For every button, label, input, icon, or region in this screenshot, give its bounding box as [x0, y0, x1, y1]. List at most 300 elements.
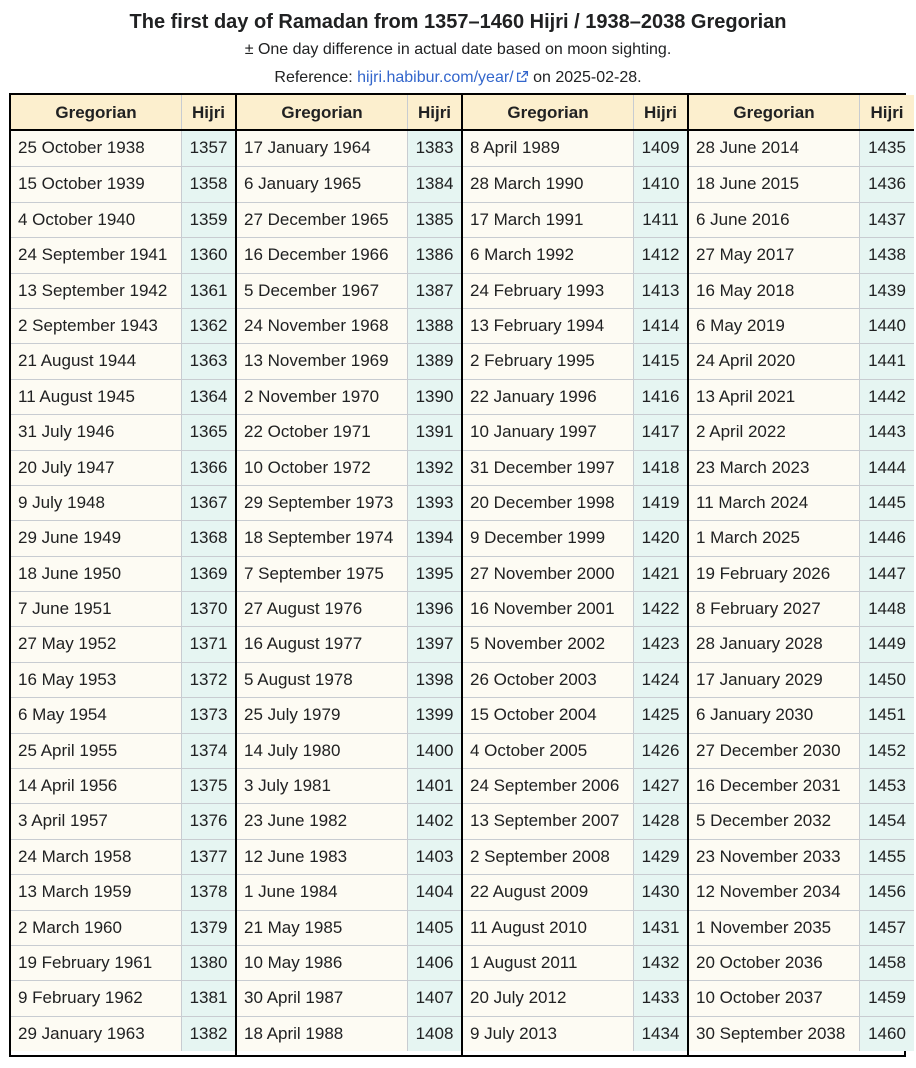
gregorian-date-cell: 8 April 1989 — [463, 131, 633, 166]
table-row — [689, 520, 914, 555]
hijri-year-cell: 1448 — [859, 592, 914, 626]
table-row — [689, 980, 914, 1015]
gregorian-date-cell: 14 July 1980 — [237, 734, 407, 768]
gregorian-date-cell: 13 March 1959 — [11, 875, 181, 909]
gregorian-date-cell: 16 November 2001 — [463, 592, 633, 626]
hijri-year-cell: 1389 — [407, 344, 461, 378]
hijri-year-cell: 1408 — [407, 1017, 461, 1051]
table-row — [689, 202, 914, 237]
reference-link[interactable] — [357, 69, 529, 86]
gregorian-date-cell: 9 July 1948 — [11, 486, 181, 520]
hijri-year-cell: 1371 — [181, 627, 235, 661]
hijri-year-cell: 1456 — [859, 875, 914, 909]
hijri-year-cell: 1388 — [407, 309, 461, 343]
gregorian-date-cell: 22 January 1996 — [463, 380, 633, 414]
gregorian-date-cell: 16 May 2018 — [689, 274, 859, 308]
gregorian-date-cell: 6 May 2019 — [689, 309, 859, 343]
gregorian-date-cell: 4 October 2005 — [463, 734, 633, 768]
table-row — [689, 839, 914, 874]
table-block — [461, 95, 687, 1055]
hijri-year-cell: 1420 — [633, 521, 687, 555]
hijri-year-cell: 1424 — [633, 663, 687, 697]
hijri-year-cell: 1439 — [859, 274, 914, 308]
hijri-year-cell: 1428 — [633, 804, 687, 838]
table-row — [11, 626, 235, 661]
table-row — [11, 485, 235, 520]
table-row — [237, 414, 461, 449]
hijri-year-cell: 1413 — [633, 274, 687, 308]
gregorian-date-cell: 31 December 1997 — [463, 451, 633, 485]
page-title: The first day of Ramadan from 1357–1460 Hijri / 1938–2038 Gregorian — [129, 11, 787, 33]
table-row — [11, 945, 235, 980]
hijri-year-cell: 1419 — [633, 486, 687, 520]
gregorian-date-cell: 30 September 2038 — [689, 1017, 859, 1051]
gregorian-date-cell: 13 September 2007 — [463, 804, 633, 838]
table-row — [463, 485, 687, 520]
hijri-year-cell: 1383 — [407, 131, 461, 166]
table-row — [463, 308, 687, 343]
table-row — [689, 379, 914, 414]
table-row — [237, 980, 461, 1015]
hijri-year-cell: 1395 — [407, 557, 461, 591]
hijri-year-cell: 1397 — [407, 627, 461, 661]
table-row — [463, 626, 687, 661]
table-row — [11, 1016, 235, 1051]
hijri-year-cell: 1386 — [407, 238, 461, 272]
gregorian-date-cell: 26 October 2003 — [463, 663, 633, 697]
table-row — [237, 450, 461, 485]
hijri-year-cell: 1377 — [181, 840, 235, 874]
gregorian-date-cell: 23 June 1982 — [237, 804, 407, 838]
table-row — [689, 450, 914, 485]
table-row — [237, 1016, 461, 1051]
hijri-year-cell: 1447 — [859, 557, 914, 591]
hijri-year-cell: 1431 — [633, 911, 687, 945]
hijri-year-cell: 1387 — [407, 274, 461, 308]
hijri-year-cell: 1429 — [633, 840, 687, 874]
hijri-year-cell: 1398 — [407, 663, 461, 697]
table-row — [237, 733, 461, 768]
gregorian-date-cell: 23 November 2033 — [689, 840, 859, 874]
gregorian-date-cell: 1 November 2035 — [689, 911, 859, 945]
gregorian-date-cell: 24 November 1968 — [237, 309, 407, 343]
gregorian-date-cell: 16 May 1953 — [11, 663, 181, 697]
reference-line — [0, 68, 916, 88]
gregorian-date-cell: 7 September 1975 — [237, 557, 407, 591]
hijri-year-cell: 1443 — [859, 415, 914, 449]
gregorian-date-cell: 8 February 2027 — [689, 592, 859, 626]
table-row — [11, 910, 235, 945]
hijri-year-cell: 1376 — [181, 804, 235, 838]
hijri-year-cell: 1416 — [633, 380, 687, 414]
gregorian-date-cell: 16 December 2031 — [689, 769, 859, 803]
hijri-year-cell: 1421 — [633, 557, 687, 591]
gregorian-date-cell: 17 January 2029 — [689, 663, 859, 697]
hijri-year-cell: 1455 — [859, 840, 914, 874]
gregorian-date-cell: 24 September 2006 — [463, 769, 633, 803]
table-row — [237, 697, 461, 732]
hijri-year-cell: 1384 — [407, 167, 461, 201]
table-row — [11, 379, 235, 414]
hijri-year-cell: 1409 — [633, 131, 687, 166]
hijri-year-cell: 1450 — [859, 663, 914, 697]
gregorian-date-cell: 29 January 1963 — [11, 1017, 181, 1051]
table-row — [237, 308, 461, 343]
gregorian-date-cell: 10 January 1997 — [463, 415, 633, 449]
external-link-icon — [516, 70, 529, 83]
table-row — [463, 166, 687, 201]
hijri-year-cell: 1372 — [181, 663, 235, 697]
subtitle: ± One day difference in actual date based on moon sighting. — [244, 41, 672, 58]
hijri-year-cell: 1361 — [181, 274, 235, 308]
hijri-year-cell: 1358 — [181, 167, 235, 201]
gregorian-date-cell: 17 January 1964 — [237, 131, 407, 166]
hijri-year-cell: 1457 — [859, 911, 914, 945]
table-row — [689, 1016, 914, 1051]
hijri-year-cell: 1405 — [407, 911, 461, 945]
table-row — [237, 131, 461, 166]
hijri-year-cell: 1430 — [633, 875, 687, 909]
gregorian-date-cell: 14 April 1956 — [11, 769, 181, 803]
hijri-year-cell: 1417 — [633, 415, 687, 449]
table-row — [463, 803, 687, 838]
table-row — [463, 273, 687, 308]
reference-suffix: on 2025-02-28. — [528, 69, 642, 86]
gregorian-date-cell: 27 November 2000 — [463, 557, 633, 591]
hijri-year-cell: 1451 — [859, 698, 914, 732]
table-row — [689, 485, 914, 520]
hijri-year-cell: 1425 — [633, 698, 687, 732]
gregorian-date-cell: 25 July 1979 — [237, 698, 407, 732]
gregorian-date-cell: 9 December 1999 — [463, 521, 633, 555]
gregorian-date-cell: 25 April 1955 — [11, 734, 181, 768]
gregorian-date-cell: 4 October 1940 — [11, 203, 181, 237]
gregorian-date-cell: 6 January 2030 — [689, 698, 859, 732]
table-row — [463, 945, 687, 980]
gregorian-date-cell: 15 October 1939 — [11, 167, 181, 201]
table-row — [689, 308, 914, 343]
hijri-year-cell: 1426 — [633, 734, 687, 768]
gregorian-date-cell: 18 June 2015 — [689, 167, 859, 201]
table-row — [689, 273, 914, 308]
table-row — [237, 910, 461, 945]
table-row — [463, 556, 687, 591]
hijri-year-cell: 1449 — [859, 627, 914, 661]
gregorian-date-cell: 5 November 2002 — [463, 627, 633, 661]
table-row — [237, 803, 461, 838]
gregorian-date-cell: 29 June 1949 — [11, 521, 181, 555]
table-row — [463, 450, 687, 485]
hijri-year-cell: 1436 — [859, 167, 914, 201]
table-row — [11, 202, 235, 237]
gregorian-date-cell: 3 July 1981 — [237, 769, 407, 803]
ramadan-table — [9, 93, 906, 1057]
gregorian-date-cell: 11 March 2024 — [689, 486, 859, 520]
hijri-year-cell: 1407 — [407, 981, 461, 1015]
gregorian-date-cell: 3 April 1957 — [11, 804, 181, 838]
gregorian-date-cell: 2 March 1960 — [11, 911, 181, 945]
gregorian-date-cell: 16 December 1966 — [237, 238, 407, 272]
hijri-year-cell: 1444 — [859, 451, 914, 485]
table-row — [689, 662, 914, 697]
hijri-year-cell: 1375 — [181, 769, 235, 803]
gregorian-date-cell: 27 December 1965 — [237, 203, 407, 237]
header-hijri: Hijri — [407, 95, 461, 129]
gregorian-date-cell: 31 July 1946 — [11, 415, 181, 449]
hijri-year-cell: 1362 — [181, 309, 235, 343]
hijri-year-cell: 1401 — [407, 769, 461, 803]
table-row — [463, 980, 687, 1015]
table-row — [463, 697, 687, 732]
table-row — [11, 591, 235, 626]
hijri-year-cell: 1458 — [859, 946, 914, 980]
hijri-year-cell: 1381 — [181, 981, 235, 1015]
hijri-year-cell: 1360 — [181, 238, 235, 272]
hijri-year-cell: 1365 — [181, 415, 235, 449]
gregorian-date-cell: 15 October 2004 — [463, 698, 633, 732]
gregorian-date-cell: 6 May 1954 — [11, 698, 181, 732]
table-row — [463, 874, 687, 909]
table-row — [689, 343, 914, 378]
gregorian-date-cell: 18 June 1950 — [11, 557, 181, 591]
table-row — [463, 237, 687, 272]
gregorian-date-cell: 19 February 2026 — [689, 557, 859, 591]
table-row — [11, 803, 235, 838]
table-row — [237, 768, 461, 803]
gregorian-date-cell: 18 April 1988 — [237, 1017, 407, 1051]
gregorian-date-cell: 2 February 1995 — [463, 344, 633, 378]
table-row — [689, 591, 914, 626]
hijri-year-cell: 1364 — [181, 380, 235, 414]
table-row — [11, 450, 235, 485]
gregorian-date-cell: 21 August 1944 — [11, 344, 181, 378]
hijri-year-cell: 1403 — [407, 840, 461, 874]
hijri-year-cell: 1445 — [859, 486, 914, 520]
header-gregorian: Gregorian — [463, 95, 633, 129]
table-row — [463, 662, 687, 697]
hijri-year-cell: 1391 — [407, 415, 461, 449]
table-row — [689, 945, 914, 980]
gregorian-date-cell: 2 April 2022 — [689, 415, 859, 449]
hijri-year-cell: 1396 — [407, 592, 461, 626]
table-row — [237, 520, 461, 555]
gregorian-date-cell: 13 April 2021 — [689, 380, 859, 414]
hijri-year-cell: 1459 — [859, 981, 914, 1015]
header-hijri: Hijri — [181, 95, 235, 129]
table-row — [237, 839, 461, 874]
table-block — [687, 95, 914, 1055]
table-row — [463, 520, 687, 555]
header-gregorian: Gregorian — [237, 95, 407, 129]
hijri-year-cell: 1379 — [181, 911, 235, 945]
table-row — [11, 414, 235, 449]
header-gregorian: Gregorian — [689, 95, 859, 129]
gregorian-date-cell: 28 June 2014 — [689, 131, 859, 166]
gregorian-date-cell: 1 June 1984 — [237, 875, 407, 909]
gregorian-date-cell: 27 December 2030 — [689, 734, 859, 768]
hijri-year-cell: 1366 — [181, 451, 235, 485]
table-row — [11, 308, 235, 343]
table-row — [11, 733, 235, 768]
hijri-year-cell: 1390 — [407, 380, 461, 414]
table-row — [11, 520, 235, 555]
gregorian-date-cell: 10 October 1972 — [237, 451, 407, 485]
hijri-year-cell: 1385 — [407, 203, 461, 237]
hijri-year-cell: 1411 — [633, 203, 687, 237]
hijri-year-cell: 1460 — [859, 1017, 914, 1051]
gregorian-date-cell: 18 September 1974 — [237, 521, 407, 555]
gregorian-date-cell: 5 December 2032 — [689, 804, 859, 838]
hijri-year-cell: 1442 — [859, 380, 914, 414]
hijri-year-cell: 1370 — [181, 592, 235, 626]
table-header-row — [237, 95, 461, 131]
hijri-year-cell: 1410 — [633, 167, 687, 201]
hijri-year-cell: 1374 — [181, 734, 235, 768]
gregorian-date-cell: 7 June 1951 — [11, 592, 181, 626]
table-row — [11, 556, 235, 591]
table-row — [463, 910, 687, 945]
hijri-year-cell: 1427 — [633, 769, 687, 803]
hijri-year-cell: 1406 — [407, 946, 461, 980]
table-row — [237, 166, 461, 201]
table-row — [11, 768, 235, 803]
hijri-year-cell: 1393 — [407, 486, 461, 520]
gregorian-date-cell: 24 February 1993 — [463, 274, 633, 308]
hijri-year-cell: 1435 — [859, 131, 914, 166]
table-row — [689, 697, 914, 732]
table-row — [463, 202, 687, 237]
gregorian-date-cell: 27 May 2017 — [689, 238, 859, 272]
hijri-year-cell: 1357 — [181, 131, 235, 166]
gregorian-date-cell: 5 August 1978 — [237, 663, 407, 697]
gregorian-date-cell: 21 May 1985 — [237, 911, 407, 945]
gregorian-date-cell: 17 March 1991 — [463, 203, 633, 237]
table-row — [463, 839, 687, 874]
gregorian-date-cell: 11 August 1945 — [11, 380, 181, 414]
table-row — [689, 237, 914, 272]
hijri-year-cell: 1415 — [633, 344, 687, 378]
gregorian-date-cell: 2 September 1943 — [11, 309, 181, 343]
gregorian-date-cell: 6 March 1992 — [463, 238, 633, 272]
table-row — [689, 733, 914, 768]
gregorian-date-cell: 29 September 1973 — [237, 486, 407, 520]
table-row — [11, 131, 235, 166]
hijri-year-cell: 1373 — [181, 698, 235, 732]
hijri-year-cell: 1433 — [633, 981, 687, 1015]
gregorian-date-cell: 12 November 2034 — [689, 875, 859, 909]
reference-link-text: hijri.habibur.com/year/ — [357, 69, 514, 86]
hijri-year-cell: 1394 — [407, 521, 461, 555]
hijri-year-cell: 1402 — [407, 804, 461, 838]
table-row — [237, 874, 461, 909]
hijri-year-cell: 1359 — [181, 203, 235, 237]
table-row — [689, 556, 914, 591]
gregorian-date-cell: 1 August 2011 — [463, 946, 633, 980]
header-gregorian: Gregorian — [11, 95, 181, 129]
table-row — [463, 131, 687, 166]
gregorian-date-cell: 23 March 2023 — [689, 451, 859, 485]
hijri-year-cell: 1454 — [859, 804, 914, 838]
hijri-year-cell: 1432 — [633, 946, 687, 980]
hijri-year-cell: 1369 — [181, 557, 235, 591]
gregorian-date-cell: 20 October 2036 — [689, 946, 859, 980]
table-row — [237, 202, 461, 237]
table-row — [237, 485, 461, 520]
gregorian-date-cell: 19 February 1961 — [11, 946, 181, 980]
table-row — [11, 166, 235, 201]
table-row — [237, 591, 461, 626]
hijri-year-cell: 1440 — [859, 309, 914, 343]
gregorian-date-cell: 1 March 2025 — [689, 521, 859, 555]
table-header-row — [689, 95, 914, 131]
hijri-year-cell: 1418 — [633, 451, 687, 485]
table-header-row — [11, 95, 235, 131]
gregorian-date-cell: 6 January 1965 — [237, 167, 407, 201]
gregorian-date-cell: 28 January 2028 — [689, 627, 859, 661]
hijri-year-cell: 1380 — [181, 946, 235, 980]
gregorian-date-cell: 11 August 2010 — [463, 911, 633, 945]
table-row — [237, 379, 461, 414]
hijri-year-cell: 1367 — [181, 486, 235, 520]
table-row — [689, 626, 914, 661]
table-row — [463, 343, 687, 378]
table-row — [11, 343, 235, 378]
gregorian-date-cell: 27 August 1976 — [237, 592, 407, 626]
table-row — [11, 662, 235, 697]
gregorian-date-cell: 27 May 1952 — [11, 627, 181, 661]
table-row — [237, 556, 461, 591]
table-row — [463, 379, 687, 414]
hijri-year-cell: 1414 — [633, 309, 687, 343]
gregorian-date-cell: 6 June 2016 — [689, 203, 859, 237]
hijri-year-cell: 1441 — [859, 344, 914, 378]
hijri-year-cell: 1453 — [859, 769, 914, 803]
table-row — [11, 273, 235, 308]
gregorian-date-cell: 13 September 1942 — [11, 274, 181, 308]
hijri-year-cell: 1437 — [859, 203, 914, 237]
gregorian-date-cell: 20 July 1947 — [11, 451, 181, 485]
hijri-year-cell: 1446 — [859, 521, 914, 555]
hijri-year-cell: 1382 — [181, 1017, 235, 1051]
hijri-year-cell: 1423 — [633, 627, 687, 661]
hijri-year-cell: 1412 — [633, 238, 687, 272]
gregorian-date-cell: 9 February 1962 — [11, 981, 181, 1015]
hijri-year-cell: 1392 — [407, 451, 461, 485]
table-row — [11, 237, 235, 272]
table-row — [11, 697, 235, 732]
gregorian-date-cell: 16 August 1977 — [237, 627, 407, 661]
table-header-row — [463, 95, 687, 131]
gregorian-date-cell: 13 November 1969 — [237, 344, 407, 378]
hijri-year-cell: 1404 — [407, 875, 461, 909]
table-row — [463, 1016, 687, 1051]
table-row — [11, 874, 235, 909]
gregorian-date-cell: 10 October 2037 — [689, 981, 859, 1015]
gregorian-date-cell: 5 December 1967 — [237, 274, 407, 308]
hijri-year-cell: 1399 — [407, 698, 461, 732]
table-row — [689, 910, 914, 945]
hijri-year-cell: 1363 — [181, 344, 235, 378]
table-row — [11, 980, 235, 1015]
table-block — [11, 95, 235, 1055]
gregorian-date-cell: 12 June 1983 — [237, 840, 407, 874]
gregorian-date-cell: 10 May 1986 — [237, 946, 407, 980]
table-row — [237, 237, 461, 272]
table-row — [689, 414, 914, 449]
table-row — [237, 343, 461, 378]
table-block — [235, 95, 461, 1055]
gregorian-date-cell: 24 April 2020 — [689, 344, 859, 378]
